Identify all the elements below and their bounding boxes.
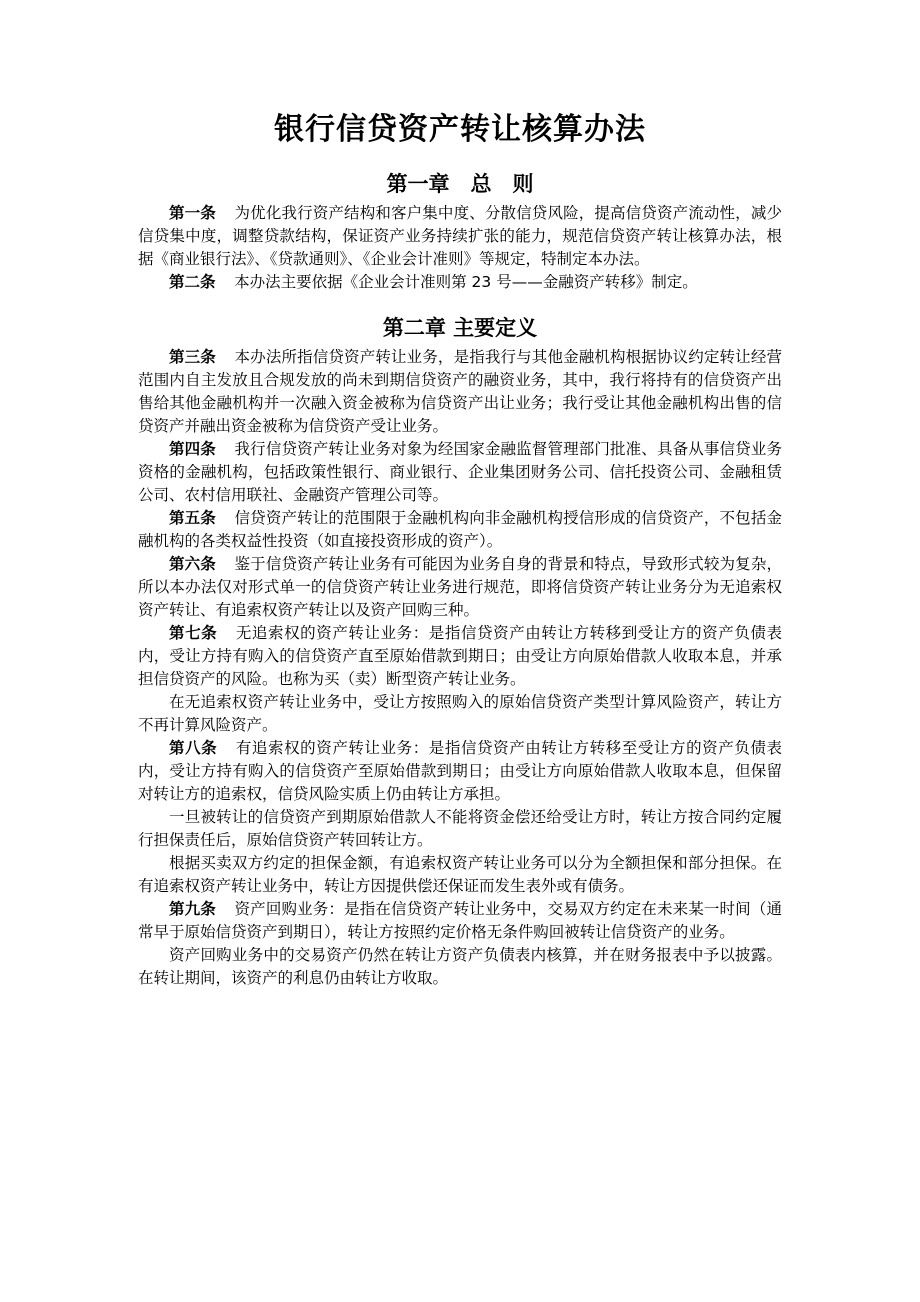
article-4: [138, 438, 782, 507]
article-9: [138, 898, 782, 944]
article-label: 第七条: [169, 624, 218, 642]
paragraph-text: 一旦被转让的信贷资产到期原始借款人不能将资金偿还给受让方时，转让方按合同约定履行担保责任后，原始信贷资产转回转让方。: [138, 808, 782, 849]
article-label: 第一条: [169, 204, 216, 222]
article-text: 为优化我行资产结构和客户集中度、分散信贷风险，提高信贷资产流动性，减少信贷集中度，调整贷款结构，保证资产业务持续扩张的能力，规范信贷资产转让核算办法，根据《商业银行法》、《贷款通则》、《企业会计准则》等规定，特制定本办法。: [138, 204, 782, 268]
document-title: 银行信贷资产转让核算办法: [274, 112, 646, 147]
article-text: 有追索权的资产转让业务：是指信贷资产由转让方转移至受让方的资产负债表内，受让方持有购入的信贷资产至原始借款到期日；由受让方向原始借款人收取本息，但保留对转让方的追索权，信贷风险实质上仍由转让方承担。: [138, 739, 782, 803]
article-text: 信贷资产转让的范围限于金融机构向非金融机构授信形成的信贷资产，不包括金融机构的各类权益性投资（如直接投资形成的资产）。: [138, 509, 782, 550]
article-text: 资产回购业务：是指在信贷资产转让业务中，交易双方约定在未来某一时间（通常早于原始信贷资产到期日），转让方按照约定价格无条件购回被转让信贷资产的业务。: [138, 900, 782, 941]
article-label: 第五条: [169, 509, 216, 527]
article-text: 鉴于信贷资产转让业务有可能因为业务自身的背景和特点，导致形式较为复杂，所以本办法仅对形式单一的信贷资产转让业务进行规范，即将信贷资产转让业务分为无追索权资产转让、有追索权资产转让以及资产回购三种。: [138, 555, 782, 619]
paragraph-text: 在无追索权资产转让业务中，受让方按照购入的原始信贷资产类型计算风险资产，转让方不再计算风险资产。: [138, 693, 782, 734]
article-2: [138, 271, 782, 294]
article-label: 第八条: [169, 739, 218, 757]
article-7-note: [138, 691, 782, 737]
article-label: 第九条: [169, 900, 216, 918]
article-8-note-2: [138, 852, 782, 898]
article-8-note-1: [138, 806, 782, 852]
chapter-2: [138, 310, 782, 990]
article-5: [138, 507, 782, 553]
chapter-1: [138, 166, 782, 294]
article-label: 第四条: [169, 440, 216, 458]
article-text: 本办法所指信贷资产转让业务，是指我行与其他金融机构根据协议约定转让经营范围内自主发放且合规发放的尚未到期信贷资产的融资业务，其中，我行将持有的信贷资产出售给其他金融机构并一次融入资金被称为信贷资产出让业务；我行受让其他金融机构出售的信贷资产并融出资金被称为信贷资产受让业务。: [138, 348, 782, 435]
article-1: [138, 202, 782, 271]
article-3: [138, 346, 782, 438]
article-label: 第二条: [169, 273, 216, 291]
article-6: [138, 553, 782, 622]
article-8: [138, 737, 782, 806]
chapter-title: 第一章 总 则: [386, 172, 534, 196]
paragraph-text: 资产回购业务中的交易资产仍然在转让方资产负债表内核算，并在财务报表中予以披露。在转让期间，该资产的利息仍由转让方收取。: [138, 946, 782, 987]
paragraph-text: 根据买卖双方约定的担保金额，有追索权资产转让业务可以分为全额担保和部分担保。在有追索权资产转让业务中，转让方因提供偿还保证而发生表外或有债务。: [138, 854, 782, 895]
chapter-title: 第二章 主要定义: [382, 316, 538, 340]
article-text: 我行信贷资产转让业务对象为经国家金融监督管理部门批准、具备从事信贷业务资格的金融机构，包括政策性银行、商业银行、企业集团财务公司、信托投资公司、金融租赁公司、农村信用联社、金融资产管理公司等。: [138, 440, 782, 504]
article-7: [138, 622, 782, 691]
document-page: [138, 100, 782, 990]
article-label: 第六条: [169, 555, 216, 573]
article-label: 第三条: [169, 348, 216, 366]
article-text: 无追索权的资产转让业务：是指信贷资产由转让方转移到受让方的资产负债表内，受让方持有购入的信贷资产直至原始借款到期日；由受让方向原始借款人收取本息，并承担信贷资产的风险。也称为买（卖）断型资产转让业务。: [138, 624, 782, 688]
article-text: 本办法主要依据《企业会计准则第 23 号——金融资产转移》制定。: [234, 273, 698, 291]
article-9-note: [138, 944, 782, 990]
